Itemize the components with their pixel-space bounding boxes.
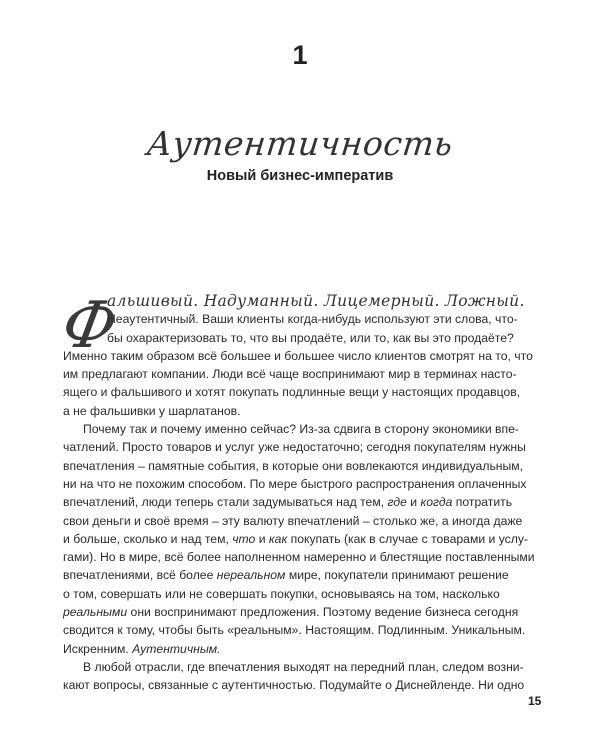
emphasis: Аутентичным. xyxy=(132,641,221,656)
text-line xyxy=(63,493,513,511)
text-line xyxy=(63,292,525,310)
text-line: а не фальшивки у шарлатанов. xyxy=(63,403,241,418)
emphasis: где xyxy=(387,495,411,510)
text-line xyxy=(63,640,493,658)
paragraph-3 xyxy=(63,658,525,695)
text-span: и xyxy=(410,495,421,510)
text-line: Почему так и почему именно сейчас? Из-за сдвига в сторону экономики впе- xyxy=(83,422,519,437)
emphasis: нереальном xyxy=(216,568,289,583)
text-line: им предлагают компании. Люди всё чаще воспринимают мир в терминах насто- xyxy=(63,367,517,382)
text-line: Именно таким образом всё большее и большее число клиентов смотрят на то, что xyxy=(63,348,533,363)
text-span: потратить xyxy=(455,495,513,510)
text-span: и xyxy=(258,531,269,546)
text-span: впечатлений, люди теперь стали задумываться над тем, xyxy=(63,495,388,510)
chapter-number: 1 xyxy=(292,40,308,70)
text-line: впечатления – памятные события, в которые они вовлекаются индивидуальным, xyxy=(63,458,524,473)
text-line: бы охарактеризовать то, что вы продаёте, или то, как вы это продаёте? xyxy=(107,330,514,345)
text-line xyxy=(63,566,509,584)
text-span: они воспринимают предложения. Поэтому ведение бизнеса сегодня xyxy=(130,605,519,620)
paragraph-1 xyxy=(63,292,533,420)
text-line: ящего и фальшивого и хотят покупать подлинные вещи у настоящих продавцов, xyxy=(63,385,521,400)
text-line xyxy=(63,603,519,621)
emphasis: когда xyxy=(420,495,456,510)
text-span: и больше, сколько и над тем, xyxy=(63,531,233,546)
text-line: ни на что не похожим способом. По мере быстрого распространения оплаченных xyxy=(63,476,527,491)
text-span: мире, покупатели принимают решение xyxy=(288,568,509,583)
text-line: о том, совершать или не совершать покупки, основываясь на том, насколько xyxy=(63,586,500,601)
text-line: кают вопросы, связанные с аутентичностью. Подумайте о Диснейленде. Ни одно xyxy=(63,678,525,693)
text-line: свои деньги и своё время – эту валюту впечатлений – столько же, а иногда даже xyxy=(63,513,523,528)
text-line xyxy=(63,530,529,548)
emphasis: реальными xyxy=(63,605,131,620)
chapter-subtitle: Новый бизнес-императив xyxy=(206,168,394,184)
lead-script-text: альшивый. Надуманный. Лицемерный. Ложный. xyxy=(107,292,525,310)
page-number: 15 xyxy=(528,694,542,708)
chapter-title: Аутентичность xyxy=(145,124,455,163)
paragraph-2 xyxy=(63,420,535,658)
emphasis: что xyxy=(232,531,259,546)
drop-cap: Ф xyxy=(56,289,123,363)
text-span: покупать (как в случае с товарами и услу- xyxy=(290,531,529,546)
text-line: В любой отрасли, где впечатления выходят на передний план, следом возни- xyxy=(83,659,524,674)
body-text xyxy=(63,292,535,695)
text-span: Искренним. xyxy=(63,641,133,656)
text-span: впечатлениями, всё более xyxy=(63,568,217,583)
text-line: чатлений. Просто товаров и услуг уже недостаточно; сегодня покупателям нужны xyxy=(63,440,526,455)
emphasis: как xyxy=(268,531,291,546)
text-line: Неаутентичный. Ваши клиенты когда-нибудь используют эти слова, что- xyxy=(107,312,518,327)
text-line: сводится к тому, чтобы быть «реальным». Настоящим. Подлинным. Уникальным. xyxy=(63,623,526,638)
text-line: гами). Но в мире, всё более наполненном намеренно и блестящие поставленными xyxy=(63,550,535,565)
